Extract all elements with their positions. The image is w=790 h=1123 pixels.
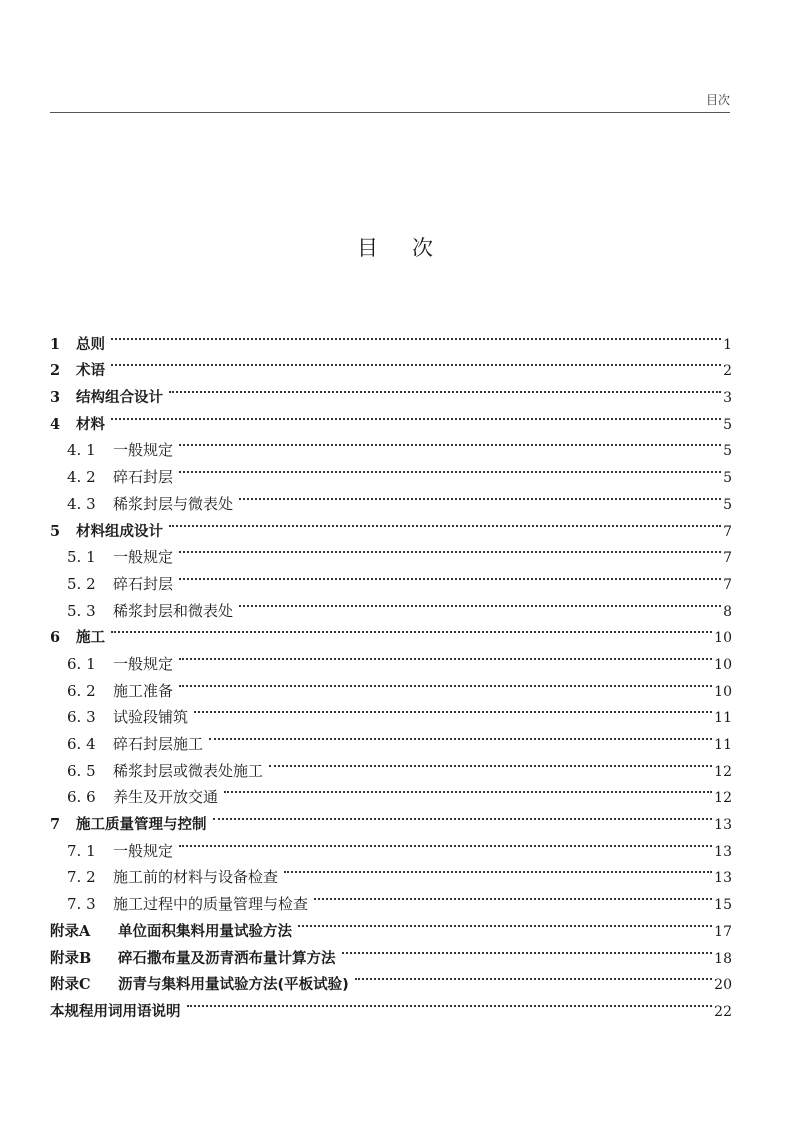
toc-entry-number: 4. 3: [67, 494, 96, 513]
toc-entry-number: 4: [50, 415, 61, 433]
toc-entry-title: 沥青与集料用量试验方法(平板试验): [118, 977, 349, 994]
toc-entry-number: 5. 2: [67, 574, 96, 593]
toc-dot-leader: [179, 455, 721, 482]
toc-entry-title: 单位面积集料用量试验方法: [118, 923, 292, 940]
toc-entry-number: 4. 1: [67, 441, 96, 460]
toc-entry-number: 5. 3: [67, 601, 96, 620]
toc-dot-leader: [213, 802, 713, 829]
toc-entry-number: 5. 1: [67, 548, 96, 567]
toc-entry[interactable]: [50, 616, 732, 647]
toc-entry-title: 稀浆封层和微表处: [113, 601, 234, 620]
toc-dot-leader: [314, 882, 712, 909]
toc-entry-number: 7. 1: [67, 841, 96, 860]
toc-entry-page-number: 8: [723, 603, 732, 620]
toc-dot-leader: [187, 989, 713, 1016]
toc-entry-page-number: 10: [714, 630, 732, 647]
toc-dot-leader: [111, 349, 721, 376]
toc-entry-title: 稀浆封层或微表处施工: [113, 761, 264, 780]
toc-entry-title: 一般规定: [113, 841, 174, 860]
toc-entry-title: 本规程用词用语说明: [50, 1003, 181, 1020]
toc-entry-title: 施工过程中的质量管理与检查: [113, 895, 309, 914]
toc-entry-page-number: 10: [714, 683, 732, 700]
toc-dot-leader: [224, 776, 712, 803]
toc-entry-title: 试验段铺筑: [113, 708, 189, 727]
toc-entry-page-number: 11: [714, 737, 732, 753]
toc-dot-leader: [269, 749, 712, 776]
toc-entry-number: 6. 1: [67, 654, 96, 673]
toc-entry-title: 总则: [76, 336, 105, 353]
toc-entry-number: 6: [50, 629, 61, 647]
toc-entry-page-number: 5: [723, 416, 732, 433]
toc-entry[interactable]: [50, 375, 732, 407]
toc-entry-page-number: 5: [723, 496, 732, 513]
toc-entry-number: 5: [50, 522, 61, 540]
toc-entry-title: 碎石封层: [113, 574, 174, 593]
toc-entry-number: 7. 3: [67, 895, 96, 914]
table-of-contents: [50, 322, 732, 1020]
toc-entry-title: 碎石封层施工: [113, 735, 204, 753]
toc-dot-leader: [111, 322, 721, 349]
toc-entry-title: 施工前的材料与设备检查: [113, 868, 279, 887]
toc-dot-leader: [179, 429, 721, 456]
toc-entry-page-number: 22: [714, 1003, 732, 1020]
toc-entry-page-number: 7: [723, 576, 732, 593]
toc-entry-number: 4. 2: [67, 468, 96, 487]
toc-entry-title: 碎石封层: [113, 468, 174, 487]
toc-entry-title: 施工准备: [113, 681, 174, 700]
toc-entry-number: 6. 5: [67, 761, 96, 780]
toc-entry-title: 养生及开放交通: [113, 788, 219, 807]
toc-dot-leader: [169, 375, 721, 402]
toc-entry-number: 附录C: [50, 976, 91, 994]
toc-entry-number: 1: [50, 335, 61, 353]
toc-dot-leader: [111, 402, 721, 429]
toc-entry-title: 结构组合设计: [76, 390, 163, 407]
toc-entry[interactable]: [50, 429, 732, 460]
toc-entry-title: 材料组成设计: [76, 523, 163, 540]
toc-entry-page-number: 17: [714, 923, 732, 940]
toc-dot-leader: [194, 696, 712, 723]
toc-dot-leader: [179, 829, 712, 856]
toc-entry[interactable]: [50, 402, 732, 433]
toc-entry-page-number: 7: [723, 523, 732, 540]
toc-entry[interactable]: [50, 322, 732, 353]
toc-entry-title: 碎石撒布量及沥青洒布量计算方法: [118, 950, 336, 967]
toc-entry-page-number: 10: [714, 656, 732, 673]
toc-entry-title: 术语: [76, 363, 105, 380]
toc-entry-page-number: 18: [714, 950, 732, 967]
header-rule: [50, 112, 730, 113]
toc-dot-leader: [239, 589, 721, 616]
toc-entry-page-number: 12: [714, 790, 732, 807]
toc-entry[interactable]: [50, 349, 732, 380]
toc-dot-leader: [179, 562, 721, 589]
toc-entry-page-number: 2: [723, 363, 732, 380]
toc-dot-leader: [179, 642, 712, 669]
toc-entry-page-number: 13: [714, 870, 732, 887]
toc-entry-page-number: 11: [714, 710, 732, 727]
page-title: 目次: [357, 236, 467, 260]
toc-dot-leader: [179, 536, 721, 563]
toc-entry-number: 6. 2: [67, 681, 96, 700]
toc-entry-page-number: 3: [723, 390, 732, 407]
toc-entry-number: 3: [50, 389, 61, 407]
toc-dot-leader: [239, 482, 721, 509]
running-header: 目次: [705, 93, 730, 107]
toc-dot-leader: [298, 909, 712, 936]
toc-entry-number: 6. 4: [67, 735, 96, 753]
toc-entry-page-number: 13: [714, 843, 732, 860]
toc-entry-page-number: 13: [714, 817, 732, 834]
toc-entry-title: 一般规定: [113, 548, 174, 567]
toc-entry-page-number: 1: [723, 336, 732, 353]
toc-entry-page-number: 15: [714, 897, 732, 914]
toc-entry-page-number: 7: [723, 550, 732, 567]
toc-dot-leader: [355, 963, 712, 990]
toc-dot-leader: [342, 936, 713, 963]
toc-entry-number: 7. 2: [67, 868, 96, 887]
toc-entry-number: 2: [50, 362, 61, 380]
toc-entry-page-number: 12: [714, 763, 732, 780]
toc-entry-page-number: 5: [723, 470, 732, 487]
toc-entry-number: 7: [50, 816, 61, 834]
toc-entry-title: 稀浆封层与微表处: [113, 494, 234, 513]
toc-entry-title: 材料: [76, 416, 105, 433]
toc-entry-page-number: 20: [714, 977, 732, 994]
toc-dot-leader: [284, 856, 712, 883]
toc-entry-page-number: 5: [723, 443, 732, 460]
toc-entry-number: 6. 6: [67, 788, 96, 807]
toc-entry-title: 施工质量管理与控制: [76, 817, 207, 834]
toc-entry-title: 施工: [76, 630, 105, 647]
toc-dot-leader: [111, 616, 712, 643]
toc-entry-title: 一般规定: [113, 654, 174, 673]
toc-dot-leader: [169, 509, 721, 536]
toc-dot-leader: [179, 669, 712, 696]
toc-entry[interactable]: [50, 642, 732, 673]
toc-entry-number: 附录A: [50, 922, 91, 940]
toc-entry-number: 附录B: [50, 949, 92, 967]
toc-entry-number: 6. 3: [67, 708, 96, 727]
toc-entry-title: 一般规定: [113, 441, 174, 460]
toc-dot-leader: [209, 722, 712, 749]
